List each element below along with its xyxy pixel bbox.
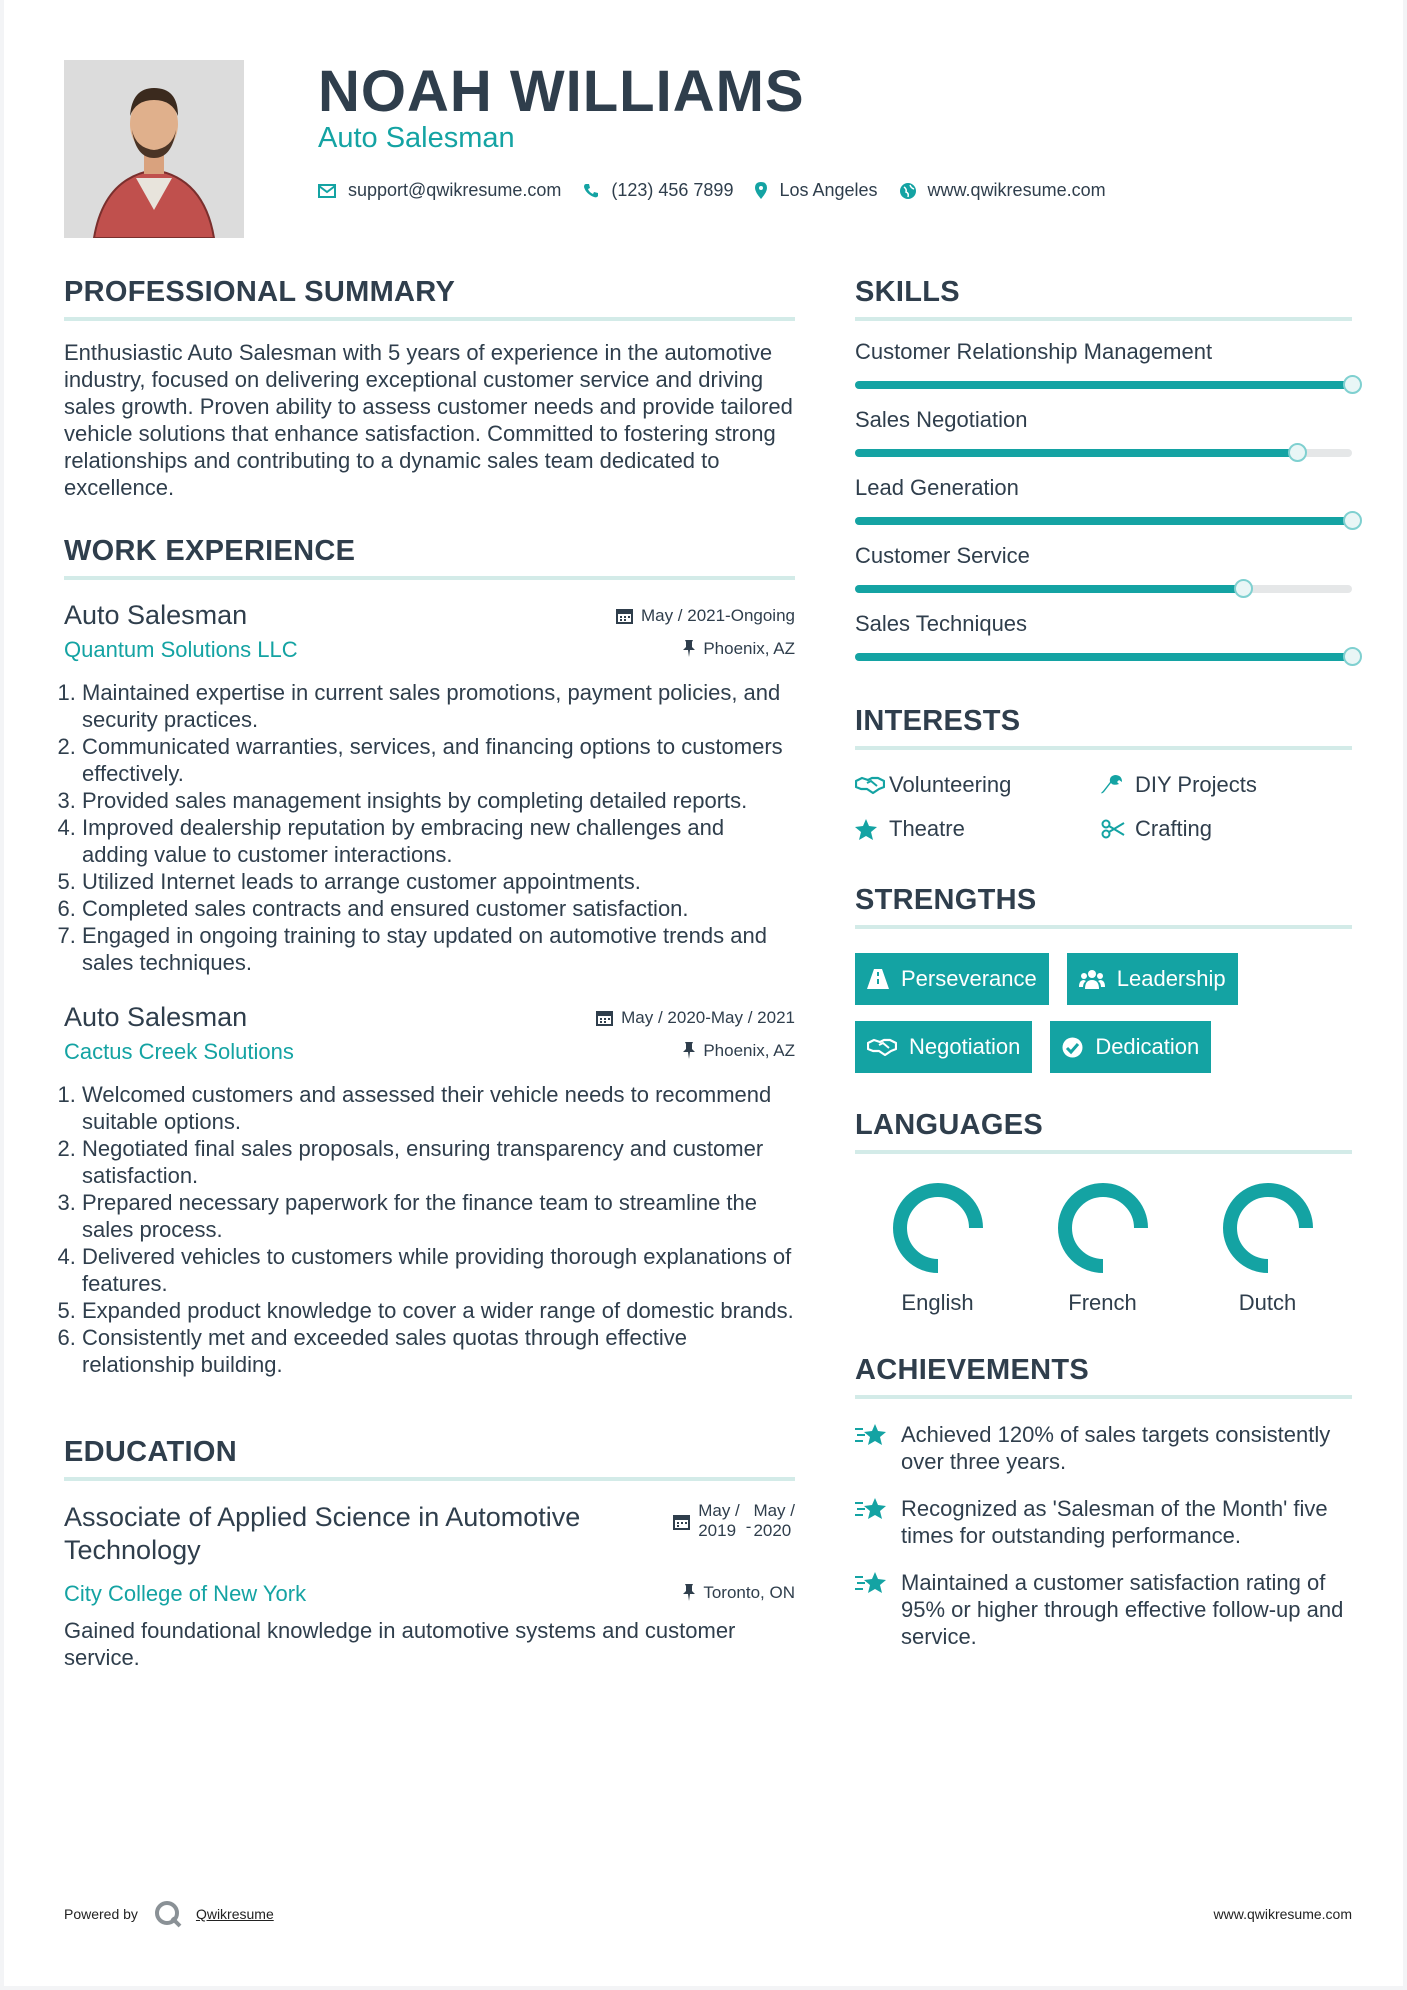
interests-heading: INTERESTS — [855, 705, 1352, 750]
strength-badge — [1050, 1021, 1211, 1073]
language-item — [1185, 1180, 1350, 1316]
list-item: 3. Provided sales management insights by completing detailed reports. — [82, 787, 795, 814]
users-icon — [1079, 969, 1105, 989]
language-item — [1020, 1180, 1185, 1316]
summary-text: Enthusiastic Auto Salesman with 5 years of experience in the automotive industry, focused on delivering exceptional customer service and driving sales growth. Proven ability to assess customer needs and provide tailored vehicle solutions that enhance satisfaction. Committed to fostering strong relationships and contributing to a dynamic sales team dedicated to excellence. — [64, 340, 793, 500]
skill-name: Sales Techniques — [855, 611, 1028, 636]
achievements-heading: ACHIEVEMENTS — [855, 1354, 1352, 1399]
scissors-icon — [1101, 819, 1135, 839]
language-item — [855, 1180, 1020, 1316]
list-item: 6. Completed sales contracts and ensured customer satisfaction. — [82, 895, 795, 922]
footer-url[interactable]: www.qwikresume.com — [1213, 1906, 1352, 1922]
job-entry — [64, 600, 795, 976]
experience-section — [64, 535, 795, 1378]
education-section — [64, 1436, 795, 1671]
job-bullets — [64, 1081, 795, 1378]
resume-page — [4, 0, 1403, 1986]
skill-bar-fill — [855, 653, 1352, 661]
education-degree: Associate of Applied Science in Automotive Technology — [64, 1502, 581, 1565]
list-item: 5. Utilized Internet leads to arrange customer appointments. — [82, 868, 795, 895]
contact-location: Los Angeles — [779, 180, 878, 200]
globe-icon — [900, 183, 916, 199]
pushpin-icon — [683, 640, 695, 657]
strength-label: Dedication — [1095, 1034, 1200, 1059]
handshake-icon — [867, 1037, 897, 1057]
wrench-icon — [1101, 774, 1135, 796]
interest-item — [855, 816, 1101, 842]
job-dates: May / 2020-May / 2021 — [621, 1007, 795, 1027]
job-role: Auto Salesman — [64, 1002, 248, 1032]
skill-bar — [855, 585, 1352, 593]
education-date-separator: - — [745, 1517, 752, 1536]
list-item: 1. Welcomed customers and assessed their vehicle needs to recommend suitable options. — [82, 1081, 795, 1135]
education-end-year: 2020 — [753, 1521, 792, 1540]
education-start-year: 2019 — [698, 1521, 737, 1540]
summary-heading: PROFESSIONAL SUMMARY — [64, 276, 795, 321]
skill-name: Sales Negotiation — [855, 407, 1028, 432]
skill-item — [855, 339, 1352, 389]
strength-label: Perseverance — [901, 966, 1037, 991]
envelope-icon — [318, 184, 336, 198]
qwikresume-logo-icon — [154, 1900, 182, 1928]
interest-item — [1101, 772, 1341, 798]
skill-bar-fill — [855, 381, 1352, 389]
check-circle-icon — [1062, 1037, 1083, 1058]
left-column — [64, 276, 795, 1705]
skill-bar-knob — [1343, 511, 1362, 530]
list-item: 4. Improved dealership reputation by embracing new challenges and adding value to customer interactions. — [82, 814, 795, 868]
skill-bar-knob — [1234, 579, 1253, 598]
skill-item — [855, 543, 1352, 593]
education-location: Toronto, ON — [703, 1582, 795, 1602]
job-location: Phoenix, AZ — [703, 638, 795, 658]
strengths-heading: STRENGTHS — [855, 884, 1352, 929]
strength-badge — [1067, 953, 1238, 1005]
education-description: Gained foundational knowledge in automotive systems and customer service. — [64, 1618, 736, 1670]
contact-phone[interactable]: (123) 456 7899 — [611, 180, 734, 200]
languages-heading: LANGUAGES — [855, 1109, 1352, 1154]
skill-bar — [855, 517, 1352, 525]
list-item: 2. Negotiated final sales proposals, ensuring transparency and customer satisfaction. — [82, 1135, 795, 1189]
handshake-icon — [855, 775, 889, 795]
skill-bar-fill — [855, 449, 1297, 457]
footer-powered-by — [64, 1900, 274, 1928]
list-item: 4. Delivered vehicles to customers while providing thorough explanations of features. — [82, 1243, 795, 1297]
list-item: 3. Prepared necessary paperwork for the finance team to streamline the sales process. — [82, 1189, 795, 1243]
experience-heading: WORK EXPERIENCE — [64, 535, 795, 580]
interests-section — [855, 705, 1352, 842]
contact-bar — [318, 180, 1128, 201]
achievement-text: Maintained a customer satisfaction rating of 95% or higher through effective follow-up and service. — [901, 1570, 1344, 1649]
skill-bar — [855, 653, 1352, 661]
achievement-item — [855, 1495, 1352, 1549]
pushpin-icon — [683, 1042, 695, 1059]
road-icon — [867, 969, 889, 989]
job-entry — [64, 1002, 795, 1378]
achievement-item — [855, 1421, 1352, 1475]
job-role: Auto Salesman — [64, 600, 248, 630]
job-company: Quantum Solutions LLC — [64, 637, 298, 662]
contact-email[interactable]: support@qwikresume.com — [348, 180, 562, 200]
job-bullets — [64, 679, 795, 976]
strength-label: Negotiation — [909, 1034, 1021, 1059]
education-school: City College of New York — [64, 1581, 307, 1606]
qwikresume-link[interactable]: Qwikresume — [195, 1906, 274, 1922]
candidate-title: Auto Salesman — [318, 122, 515, 154]
education-heading: EDUCATION — [64, 1436, 795, 1481]
interest-label: DIY Projects — [1135, 772, 1257, 797]
interest-item — [855, 772, 1101, 798]
strengths-section — [855, 884, 1352, 1073]
skill-item — [855, 475, 1352, 525]
skill-bar-knob — [1343, 375, 1362, 394]
powered-by-text: Powered by — [64, 1906, 138, 1922]
skill-item — [855, 611, 1352, 661]
language-level-ring — [1220, 1180, 1316, 1276]
job-company: Cactus Creek Solutions — [64, 1039, 294, 1064]
interest-label: Crafting — [1135, 816, 1213, 841]
skills-heading: SKILLS — [855, 276, 1352, 321]
skill-bar-fill — [855, 517, 1352, 525]
skill-item — [855, 407, 1352, 457]
interest-label: Theatre — [889, 816, 965, 841]
language-name: English — [901, 1290, 974, 1315]
shooting-star-icon — [855, 1495, 901, 1549]
contact-website[interactable]: www.qwikresume.com — [927, 180, 1106, 200]
strength-badge — [855, 953, 1049, 1005]
profile-photo — [64, 60, 244, 238]
languages-section — [855, 1109, 1352, 1316]
phone-icon — [583, 183, 599, 199]
star-icon — [855, 819, 889, 840]
education-end-month: May / — [753, 1501, 795, 1520]
language-name: Dutch — [1238, 1290, 1297, 1315]
job-location: Phoenix, AZ — [703, 1040, 795, 1060]
calendar-icon — [616, 607, 633, 624]
interest-label: Volunteering — [889, 772, 1012, 797]
education-start-month: May / — [698, 1501, 740, 1520]
shooting-star-icon — [855, 1569, 901, 1650]
skill-bar-knob — [1343, 647, 1362, 666]
skill-name: Customer Service — [855, 543, 1030, 568]
map-marker-icon — [755, 182, 767, 199]
candidate-name: NOAH WILLIAMS — [318, 59, 805, 124]
skill-bar — [855, 381, 1352, 389]
strength-badge — [855, 1021, 1032, 1073]
list-item: 1. Maintained expertise in current sales promotions, payment policies, and security practices. — [82, 679, 795, 733]
list-item: 6. Consistently met and exceeded sales quotas through effective relationship building. — [82, 1324, 795, 1378]
list-item: 5. Expanded product knowledge to cover a wider range of domestic brands. — [82, 1297, 795, 1324]
education-dates — [673, 1501, 795, 1541]
skill-bar-fill — [855, 585, 1243, 593]
language-level-ring — [890, 1180, 986, 1276]
list-item: 7. Engaged in ongoing training to stay updated on automotive trends and sales techniques. — [82, 922, 795, 976]
calendar-icon — [673, 1513, 690, 1530]
skill-bar — [855, 449, 1352, 457]
skills-section — [855, 276, 1352, 661]
skill-bar-knob — [1288, 443, 1307, 462]
list-item: 2. Communicated warranties, services, and financing options to customers effectively. — [82, 733, 795, 787]
achievement-text: Achieved 120% of sales targets consistently over three years. — [901, 1422, 1331, 1474]
right-column — [855, 276, 1352, 1684]
language-level-ring — [1055, 1180, 1151, 1276]
calendar-icon — [596, 1009, 613, 1026]
achievement-text: Recognized as 'Salesman of the Month' five times for outstanding performance. — [901, 1496, 1328, 1548]
shooting-star-icon — [855, 1421, 901, 1475]
summary-section — [64, 276, 795, 501]
skill-name: Customer Relationship Management — [855, 339, 1213, 364]
strength-label: Leadership — [1116, 966, 1226, 991]
interest-item — [1101, 816, 1341, 842]
pushpin-icon — [683, 1584, 695, 1601]
achievement-item — [855, 1569, 1352, 1650]
job-dates: May / 2021-Ongoing — [640, 605, 795, 625]
language-name: French — [1068, 1290, 1137, 1315]
achievements-section — [855, 1354, 1352, 1650]
skill-name: Lead Generation — [855, 475, 1019, 500]
